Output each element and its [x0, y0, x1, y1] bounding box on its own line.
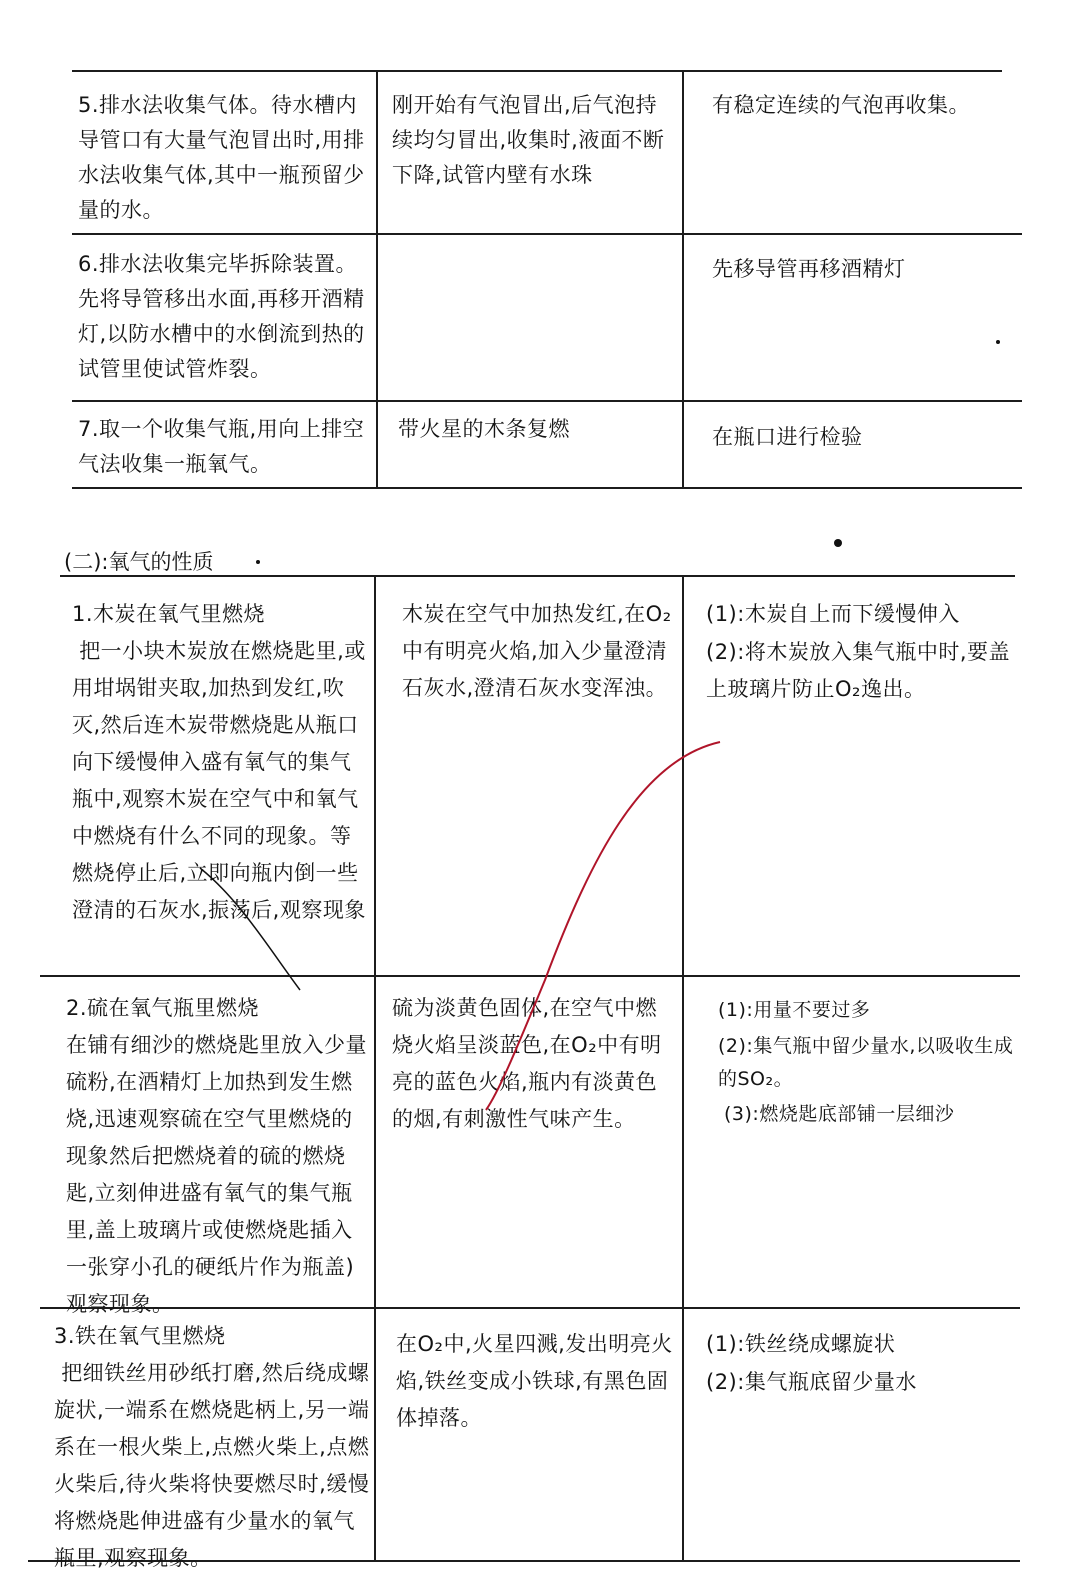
- table1-row-divider: [72, 233, 1022, 235]
- ink-dot: [834, 539, 842, 547]
- table2-row2-note-1: (1):用量不要过多: [718, 999, 871, 1021]
- table2-row1-note-2: (2):将木炭放入集气瓶中时,要盖上玻璃片防止O₂逸出。: [706, 640, 1010, 701]
- table2-top-border: [60, 575, 1015, 577]
- table1-column-divider: [376, 70, 378, 488]
- table1-row1-note: 有稳定连续的气泡再收集。: [712, 93, 970, 117]
- table1-bottom-border: [72, 487, 1022, 489]
- table2-row2-note-3: (3):燃烧匙底部铺一层细沙: [724, 1103, 955, 1125]
- table2-row1-note-1: (1):木炭自上而下缓慢伸入: [706, 602, 960, 626]
- table1-row3-step: 7.取一个收集气瓶,用向上排空气法收集一瓶氧气。: [78, 417, 365, 476]
- table1-row-divider: [72, 400, 1022, 402]
- table2-row1-phenomenon: 木炭在空气中加热发红,在O₂中有明亮火焰,加入少量澄清石灰水,澄清石灰水变浑浊。: [402, 602, 672, 700]
- table2-column-divider: [682, 575, 684, 1561]
- table1-row2-step: 6.排水法收集完毕拆除装置。先将导管移出水面,再移开酒精灯,以防水槽中的水倒流到热的试管里使试管炸裂。: [78, 252, 365, 381]
- table2-row3-step: 3.铁在氧气里燃烧 把细铁丝用砂纸打磨,然后绕成螺旋状,一端系在燃烧匙柄上,另一端系在一根火柴上,点燃火柴上,点燃火柴后,待火柴将快要燃尽时,缓慢将燃烧匙伸进盛有少量水的氧气瓶里,观察现象。: [54, 1324, 370, 1570]
- table2-column-divider: [374, 575, 376, 1561]
- table1-row3-note: 在瓶口进行检验: [712, 425, 863, 449]
- table1-row2-note: 先移导管再移酒精灯: [712, 257, 906, 281]
- table2-row3-note-1: (1):铁丝绕成螺旋状: [706, 1332, 896, 1356]
- table2-row3-note-2: (2):集气瓶底留少量水: [706, 1370, 917, 1394]
- table1-row1-phenomenon: 刚开始有气泡冒出,后气泡持续均匀冒出,收集时,液面不断下降,试管内壁有水珠: [392, 93, 665, 187]
- table2-row2-note-2: (2):集气瓶中留少量水,以吸收生成的SO₂。: [718, 1035, 1014, 1090]
- ink-dot: [996, 340, 1000, 344]
- section2-heading: (二):氧气的性质: [64, 550, 214, 574]
- ink-dot: [256, 560, 260, 564]
- table1-column-divider: [682, 70, 684, 488]
- table2-row2-step: 2.硫在氧气瓶里燃烧 在铺有细沙的燃烧匙里放入少量硫粉,在酒精灯上加热到发生燃烧,迅速观察硫在空气里燃烧的现象然后把燃烧着的硫的燃烧匙,立刻伸进盛有氧气的集气瓶里,盖上玻璃片或使燃烧匙插入一张穿小孔的硬纸片作为瓶盖)观察现象。: [66, 996, 367, 1316]
- table2-row2-phenomenon: 硫为淡黄色固体,在空气中燃烧火焰呈淡蓝色,在O₂中有明亮的蓝色火焰,瓶内有淡黄色的烟,有刺激性气味产生。: [392, 996, 662, 1131]
- table1-top-border: [72, 70, 1002, 72]
- table2-row1-step: 1.木炭在氧气里燃烧 把一小块木炭放在燃烧匙里,或用坩埚钳夹取,加热到发红,吹灭,然后连木炭带燃烧匙从瓶口向下缓慢伸入盛有氧气的集气瓶中,观察木炭在空气中和氧气中燃烧有什么不同的现象。等燃烧停止后,立即向瓶内倒一些澄清的石灰水,振荡后,观察现象: [72, 602, 366, 922]
- table2-row3-phenomenon: 在O₂中,火星四溅,发出明亮火焰,铁丝变成小铁球,有黑色固体掉落。: [396, 1332, 673, 1430]
- table1-row1-step: 5.排水法收集气体。待水槽内导管口有大量气泡冒出时,用排水法收集气体,其中一瓶预留少量的水。: [78, 93, 365, 222]
- table2-row-divider: [40, 975, 1020, 977]
- table1-row3-phenomenon: 带火星的木条复燃: [398, 417, 570, 441]
